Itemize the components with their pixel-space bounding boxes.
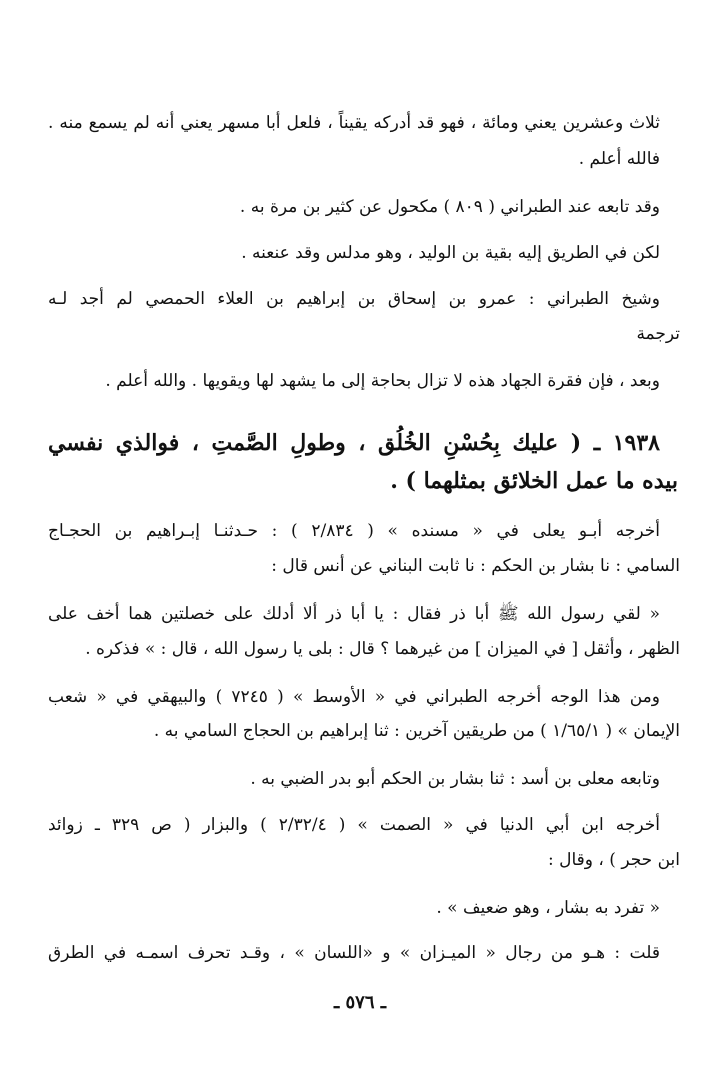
text-line: ترجمة: [636, 324, 680, 344]
text-line: قلت : هـو من رجال « الميـزان » و «اللسان » ، وقـد تحرف اسمـه في الطرق: [48, 943, 660, 963]
text-line: الظهر ، وأثقل [ في الميزان ] من غيرهما ؟ قال : بلى يا رسول الله ، قال : » فذكره .: [85, 639, 680, 659]
text-line: الإيمان » ( ١/٦٥/١ ) من طريقين آخرين : ثنا إبراهيم بن الحجاج السامي به .: [153, 721, 680, 741]
text-line: وبعد ، فإن فقرة الجهاد هذه لا تزال بحاجة إلى ما يشهد لها ويقويها . والله أعلم .: [105, 371, 660, 391]
text-line: « تفرد به بشار ، وهو ضعيف » .: [436, 898, 660, 918]
text-line: ابن حجر ) ، وقال :: [548, 850, 680, 870]
text-line: وشيخ الطبراني : عمرو بن إسحاق بن إبراهيم بن العلاء الحمصي لم أجد لـه: [48, 289, 660, 309]
text-line: وقد تابعه عند الطبراني ( ٨٠٩ ) مكحول عن كثير بن مرة به .: [239, 197, 660, 217]
text-line: ثلاث وعشرين يعني ومائة ، فهو قد أدركه يقيناً ، فلعل أبا مسهر يعني أنه لم يسمع منه .: [48, 113, 660, 133]
text-line: أخرجه أبـو يعلى في « مسنده » ( ٢/٨٣٤ ) : حـدثنـا إبـراهيم بن الحجـاج: [48, 521, 661, 541]
hadith-heading: بيده ما عمل الخلائق بمثلهما ) .: [390, 468, 678, 494]
text-line: السامي : نا بشار بن الحكم : نا ثابت البناني عن أنس قال :: [271, 556, 680, 576]
text-line: لكن في الطريق إليه بقية بن الوليد ، وهو مدلس وقد عنعنه .: [241, 243, 660, 263]
text-line: أخرجه ابن أبي الدنيا في « الصمت » ( ٢/٣٢/٤ ) والبزار ( ص ٣٢٩ ـ زوائد: [48, 815, 661, 835]
hadith-heading: ١٩٣٨ ـ ( عليك بِحُسْنِ الخُلُق ، وطولِ الصَّمتِ ، فوالذي نفسي: [48, 430, 660, 456]
text-line: ومن هذا الوجه أخرجه الطبراني في « الأوسط » ( ٧٢٤٥ ) والبيهقي في « شعب: [48, 687, 660, 707]
text-line: « لقي رسول الله ﷺ أبا ذر فقال : يا أبا ذر ألا أدلك على خصلتين هما أخف على: [48, 604, 660, 624]
text-line: فالله أعلم .: [578, 149, 660, 169]
text-line: وتابعه معلى بن أسد : ثنا بشار بن الحكم أبو بدر الضبي به .: [250, 769, 660, 789]
page-number: ـ ٥٧٦ ـ: [333, 992, 387, 1013]
